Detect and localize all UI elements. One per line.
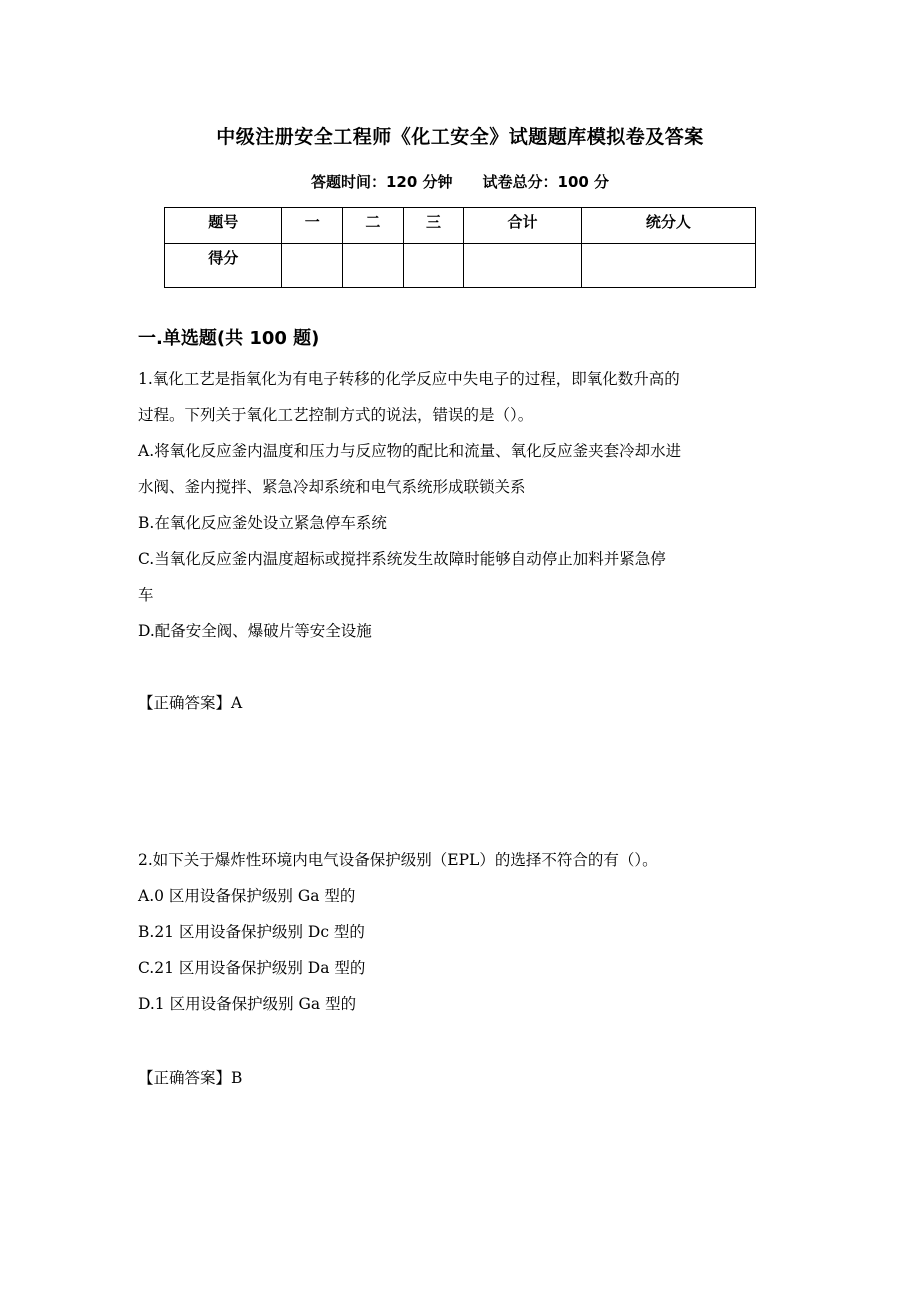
question-option-line: C.当氧化反应釜内温度超标或搅拌系统发生故障时能够自动停止加料并紧急停 (138, 550, 666, 568)
question-stem-line: 2.如下关于爆炸性环境内电气设备保护级别（EPL）的选择不符合的有（）。 (138, 851, 658, 869)
question-1 (138, 361, 788, 649)
score-table-score-row (165, 244, 756, 288)
answer-2: 【正确答案】B (138, 1069, 243, 1087)
score-row-label: 得分 (165, 244, 282, 288)
question-option-line: A.0 区用设备保护级别 Ga 型的 (138, 887, 356, 905)
question-option-line: B.21 区用设备保护级别 Dc 型的 (138, 923, 365, 941)
score-table-header: 统分人 (581, 208, 755, 244)
exam-total-score: 试卷总分：100 分 (482, 173, 610, 191)
question-option-line: A.将氧化反应釜内温度和压力与反应物的配比和流量、氧化反应釜夹套冷却水进 (138, 442, 682, 460)
score-cell (464, 244, 581, 288)
question-2 (138, 842, 788, 1022)
question-option-line: 水阀、釜内搅拌、紧急冷却系统和电气系统形成联锁关系 (138, 478, 526, 496)
exam-time: 答题时间：120 分钟 (310, 173, 453, 191)
section-title: 一.单选题(共 100 题) (138, 328, 320, 349)
question-option-line: D.配备安全阀、爆破片等安全设施 (138, 622, 372, 640)
score-table-header-row (165, 208, 756, 244)
question-option-line: 车 (138, 586, 154, 604)
score-cell (581, 244, 755, 288)
exam-meta (0, 171, 920, 192)
score-cell (343, 244, 404, 288)
score-table-header: 题号 (165, 208, 282, 244)
score-table-header: 一 (282, 208, 343, 244)
score-table (164, 207, 756, 288)
answer-1: 【正确答案】A (138, 694, 243, 712)
question-option-line: D.1 区用设备保护级别 Ga 型的 (138, 995, 357, 1013)
question-stem-line: 1.氧化工艺是指氧化为有电子转移的化学反应中失电子的过程，即氧化数升高的 (138, 370, 680, 388)
question-option-line: B.在氧化反应釜处设立紧急停车系统 (138, 514, 387, 532)
page-title: 中级注册安全工程师《化工安全》试题题库模拟卷及答案 (216, 126, 704, 148)
question-option-line: C.21 区用设备保护级别 Da 型的 (138, 959, 366, 977)
score-cell (282, 244, 343, 288)
question-stem-line: 过程。下列关于氧化工艺控制方式的说法，错误的是（）。 (138, 406, 534, 424)
score-table-header: 三 (403, 208, 464, 244)
score-table-header: 二 (343, 208, 404, 244)
score-table-header: 合计 (464, 208, 581, 244)
score-cell (403, 244, 464, 288)
